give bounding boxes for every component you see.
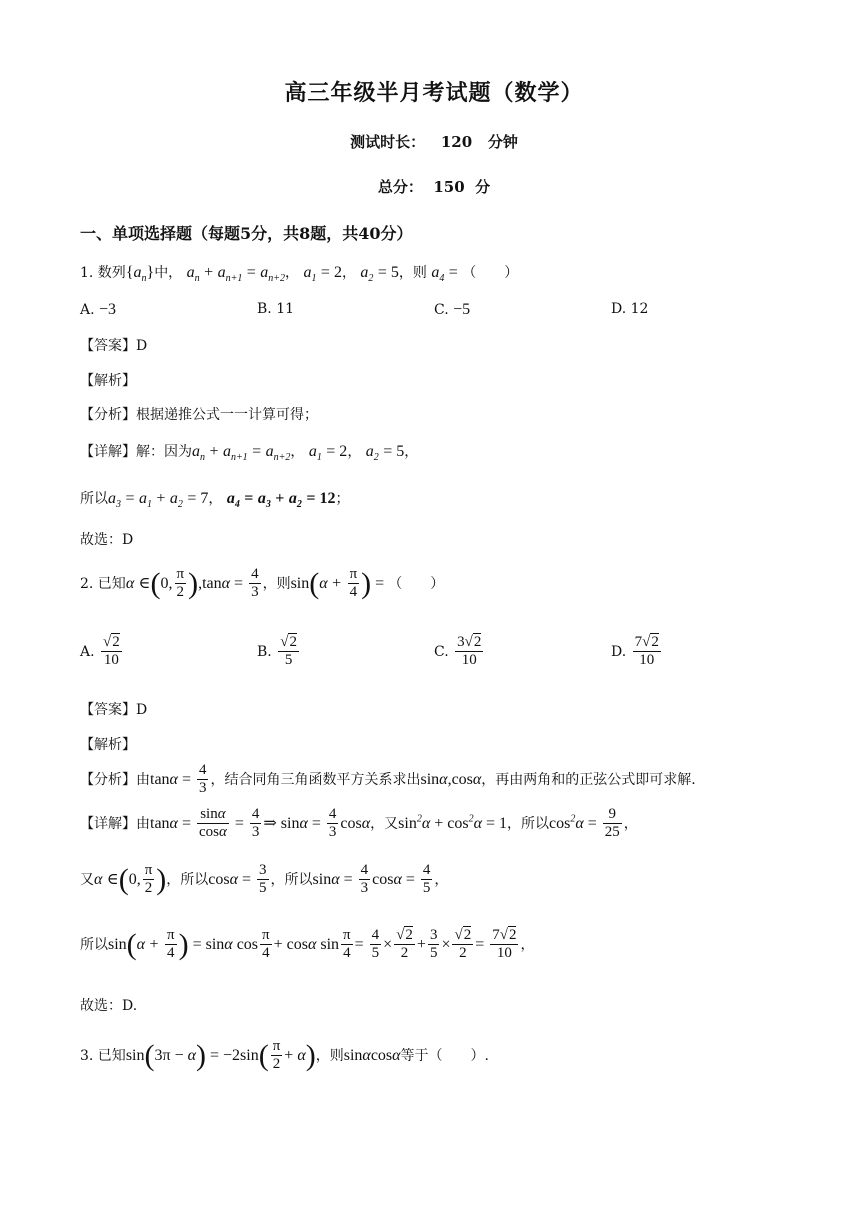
score-label: 总分： [377, 178, 423, 196]
q2-option-d: D. $\frac{7√2}{10}$ [611, 634, 659, 669]
q2-fenxi: 【分析】由tanα = $\frac{4}{3}$ ，结合同角三角函数平方关系求出sinα,cosα，再由两角和的正弦公式即可求解. [80, 762, 696, 797]
q2-answer: 【答案】D [80, 702, 148, 718]
q1-jiexi-label: 【解析】 [80, 373, 136, 389]
q1-answer: 【答案】D [80, 338, 148, 354]
q1-option-c: C. −5 [434, 301, 471, 318]
q1-fenxi: 【分析】根据递推公式一一计算可得； [80, 407, 318, 423]
question-1-stem: 1. 数列$\{a_n\}$中， $a_n + a_{n+1} = a_{n+2}$， $a_1 = 2$， $a_2 = 5$，则 $a_4$ = （ ） [80, 264, 519, 285]
q1-derivation: 所以$a_3 = a_1 + a_2 = 7$， $a_4 = a_3 + a_2 = 12$； [80, 490, 350, 511]
duration-value: 120 [440, 133, 473, 151]
q2-derivation-1: 又α ∈(0, $\frac{\pi}{2}$ )，所以cosα = $\frac{3}{5}$ ，所以sinα = $\frac{4}{3}$ cosα = $\frac{4}{5}$ ， [80, 862, 449, 897]
q2-derivation-2: 所以sin(α + $\frac{\pi}{4}$ ) = sinα cos $\frac{\pi}{4}$ + cosα sin $\frac{\pi}{4}$ = $\frac{4}{5}$ × $\frac{√2}{2}$ + $\frac{3}{5}$ × $\frac{√2}{2}$ = $\frac{7√2}{10}$ ， [80, 927, 535, 962]
question-3-stem: 3. 已知sin(3π − α) = −2sin( $\frac{\pi}{2}$ + α)，则sinαcosα等于（ ）. [80, 1038, 489, 1073]
q2-option-a: A. $\frac{√2}{10}$ [80, 634, 120, 669]
exam-title: 高三年级半月考试题（数学） [284, 80, 584, 106]
q2-conclusion: 故选：D. [80, 998, 138, 1014]
q1-option-b: B. 11 [257, 301, 295, 317]
question-2-stem: 2. 已知α ∈(0, $\frac{\pi}{2}$ ),tanα = $\frac{4}{3}$ ，则sin(α + $\frac{\pi}{4}$ ) = （ ） [80, 566, 445, 601]
score-line [0, 176, 868, 197]
duration-label: 测试时长： [350, 133, 426, 151]
q1-option-d: D. 12 [611, 301, 649, 317]
q1-option-a: A. −3 [80, 301, 117, 318]
score-value: 150 [433, 178, 465, 196]
score-unit: 分 [475, 178, 491, 196]
duration-unit: 分钟 [487, 133, 518, 151]
q2-option-b: B. $\frac{√2}{5}$ [257, 634, 297, 669]
q2-option-c: C. $\frac{3√2}{10}$ [434, 634, 482, 669]
section-heading: 一、单项选择题（每题5分，共8题，共40分） [80, 224, 413, 243]
q1-conclusion: 故选：D [80, 532, 134, 548]
q2-detail: 【详解】由tanα = $\frac{\sin\alpha}{\cos\alpha}$ = $\frac{4}{3}$ ⇒ sinα = $\frac{4}{3}$ cosα，又$\sin^2\alpha + \cos^2\alpha = 1$，所以$\cos^2\alpha$ = $\frac{9}{25}$ ， [80, 806, 638, 841]
q1-detail: 【详解】解：因为$a_n + a_{n+1} = a_{n+2}$， $a_1 = 2$， $a_2 = 5$， [80, 443, 419, 464]
duration-line [0, 131, 868, 152]
q2-jiexi-label: 【解析】 [80, 737, 136, 753]
